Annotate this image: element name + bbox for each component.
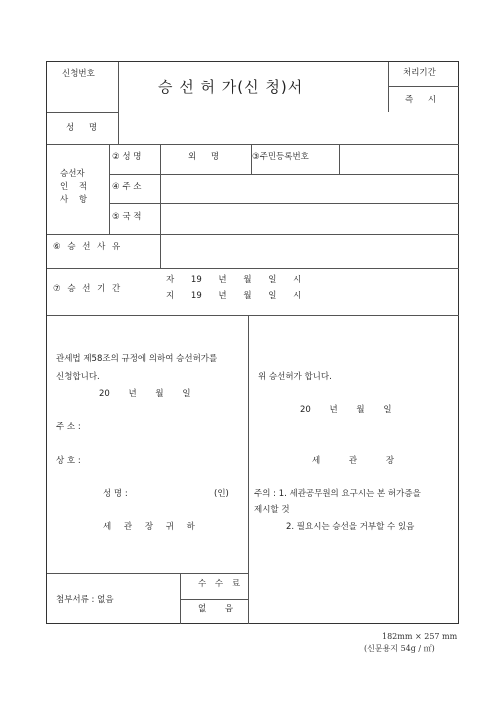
applicant-info-label-3: 사 항 — [60, 195, 92, 205]
form-frame — [46, 61, 459, 624]
fee-label: 수 수 료 — [198, 579, 244, 589]
field-name-label: ② 성 명 — [112, 152, 142, 162]
form-title: 승 선 허 가(신 청)서 — [158, 78, 304, 96]
approval-date: 20 년 월 일 — [300, 405, 392, 415]
seal-mark: (인) — [214, 489, 229, 499]
note-1-line-1: 주의 : 1. 세관공무원의 요구시는 본 허가증을 — [254, 489, 421, 499]
recipient-line: 세 관 장 귀 하 — [103, 522, 195, 532]
divider — [180, 599, 248, 600]
divider — [118, 112, 119, 144]
resident-number-label: ③주민등록번호 — [252, 152, 309, 162]
processing-period-value: 즉 시 — [405, 95, 443, 105]
applicant-info-label-2: 인 적 — [60, 182, 92, 192]
application-statement-line-2: 신청합니다. — [56, 372, 100, 382]
divider — [47, 268, 459, 269]
approval-authority: 세 관 장 — [312, 456, 395, 466]
applicant-business: 상 호 : — [56, 456, 81, 466]
applicant-info-label-1: 승선자 — [60, 169, 85, 179]
application-number-label: 신청번호 — [62, 69, 95, 79]
divider — [47, 112, 118, 113]
divider — [339, 144, 340, 174]
boarding-period-label: ⑦ 승 선 기 간 — [53, 284, 123, 294]
divider — [47, 573, 248, 574]
divider — [109, 144, 110, 234]
fee-value: 없 음 — [198, 604, 242, 614]
name-label: 성 명 — [66, 123, 104, 133]
approval-statement: 위 승선허가 합니다. — [258, 372, 332, 382]
attachments-label: 첨부서류 : 없음 — [56, 595, 114, 605]
divider — [180, 573, 181, 624]
note-2: 2. 필요시는 승선을 거부할 수 있음 — [286, 522, 415, 532]
divider — [160, 144, 161, 268]
processing-period-label: 처리기간 — [403, 68, 436, 78]
foreign-name-label: 외 명 — [188, 152, 226, 162]
note-1-line-2: 제시할 것 — [254, 505, 290, 515]
application-date: 20 년 월 일 — [99, 389, 191, 399]
divider — [109, 203, 459, 204]
divider — [109, 174, 459, 175]
field-nationality-label: ⑤ 국 적 — [112, 212, 142, 222]
divider — [388, 62, 389, 112]
application-statement-line-1: 관세법 제58조의 규정에 의하여 승선허가를 — [56, 354, 218, 364]
divider — [388, 86, 459, 87]
paper-spec: (신문용지 54g / ㎡) — [364, 644, 435, 653]
boarding-reason-label: ⑥ 승 선 사 유 — [53, 242, 123, 252]
period-to: 지 19 년 월 일 시 — [166, 291, 302, 301]
paper-size: 182mm × 257 mm — [382, 632, 458, 641]
divider — [118, 62, 119, 112]
field-address-label: ④ 주 소 — [112, 182, 142, 192]
period-from: 자 19 년 월 일 시 — [166, 275, 302, 285]
divider — [47, 315, 459, 316]
applicant-signer: 성 명 : — [103, 489, 128, 499]
divider — [248, 315, 249, 624]
applicant-address: 주 소 : — [56, 422, 81, 432]
divider — [47, 234, 459, 235]
